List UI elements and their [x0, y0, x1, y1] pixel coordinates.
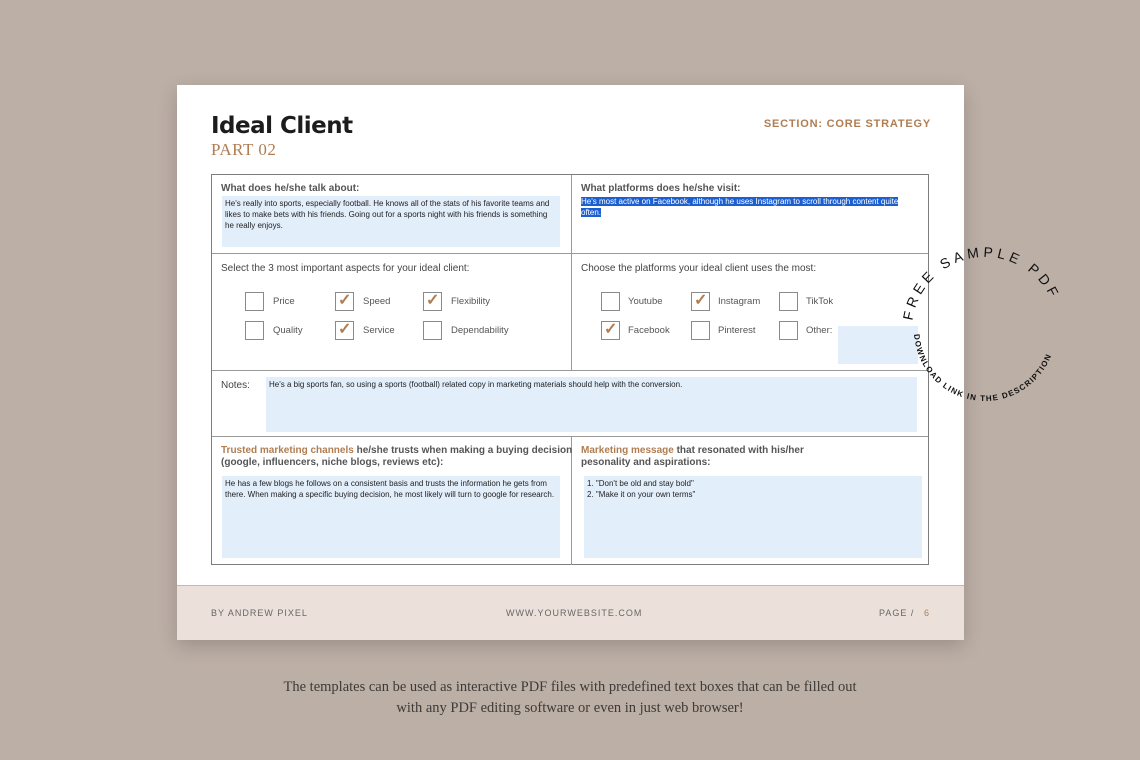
checkbox-label: Youtube: [628, 296, 663, 307]
platforms-use-label: Choose the platforms your ideal client uses the most:: [581, 263, 817, 274]
checkmark-icon: ✓: [338, 321, 352, 338]
caption-line: The templates can be used as interactive PDF files with predefined text boxes that can be filled out: [283, 679, 857, 695]
page-footer: [177, 585, 964, 640]
page-subtitle: PART 02: [211, 140, 277, 159]
checkbox-label: Price: [273, 296, 295, 307]
column-divider: [571, 175, 572, 371]
checkbox-label: Quality: [273, 325, 303, 336]
message-label: Marketing message that resonated with his/her pesonality and aspirations:: [581, 445, 804, 468]
stamp-bottom-text: DOWNLOAD LINK IN THE DESCRIPTION: [912, 333, 1054, 404]
channels-field[interactable]: He has a few blogs he follows on a consistent basis and trusts the information he gets from there. When making a specific buying decision, he most likely will turn to google for research.: [222, 476, 560, 558]
checkbox-label: Dependability: [451, 325, 509, 336]
form-grid: [211, 174, 929, 565]
platforms-visit-field[interactable]: [581, 196, 919, 247]
checkbox[interactable]: [601, 292, 620, 311]
row-divider: [212, 253, 928, 254]
checkbox[interactable]: [779, 292, 798, 311]
platforms-visit-label: What platforms does he/she visit:: [581, 183, 741, 194]
checkmark-icon: ✓: [426, 292, 440, 309]
row-divider: [212, 436, 928, 437]
checkbox-label: Speed: [363, 296, 391, 307]
page-title: Ideal Client: [211, 113, 353, 139]
checkbox[interactable]: [423, 292, 442, 311]
row-divider: [212, 370, 928, 371]
checkbox-label: Pinterest: [718, 325, 756, 336]
message-item: 1. "Don't be old and stay bold": [587, 479, 694, 488]
checkbox-label: Flexibility: [451, 296, 491, 307]
talk-label: What does he/she talk about:: [221, 183, 360, 194]
checkbox[interactable]: [335, 321, 354, 340]
talk-field[interactable]: He's really into sports, especially football. He knows all of the stats of his favorite teams and likes to make bets with his friends. Going out for a sports night with his friends is something he really enjoys.: [222, 196, 560, 247]
notes-field[interactable]: He's a big sports fan, so using a sports (football) related copy in marketing materials should help with the conversion.: [266, 377, 917, 432]
footer-author: BY ANDREW PIXEL: [211, 608, 308, 618]
message-field[interactable]: [584, 476, 922, 558]
checkbox[interactable]: [335, 292, 354, 311]
footer-page-label: PAGE /: [879, 608, 915, 618]
checkbox[interactable]: [779, 321, 798, 340]
checkbox[interactable]: [245, 321, 264, 340]
channels-label: Trusted marketing channels he/she trusts when making a buying decision (google, influencers, niche blogs, reviews etc):: [221, 445, 573, 468]
svg-text:DOWNLOAD LINK IN THE DESCRIPTI: [912, 334, 1053, 403]
stamp-top-text: FREE SAMPLE PDF: [899, 243, 1064, 322]
checkbox-label: Other:: [806, 325, 833, 336]
footer-page-number: 6: [924, 608, 931, 618]
checkbox[interactable]: [245, 292, 264, 311]
caption-line: with any PDF editing software or even in just web browser!: [396, 700, 744, 716]
checkbox[interactable]: [691, 321, 710, 340]
aspects-label: Select the 3 most important aspects for your ideal client:: [221, 263, 470, 274]
svg-text:FREE SAMPLE PDF: [900, 244, 1064, 322]
footer-website: WWW.YOURWEBSITE.COM: [506, 608, 643, 618]
checkbox[interactable]: [691, 292, 710, 311]
checkmark-icon: ✓: [338, 292, 352, 309]
checkbox[interactable]: [423, 321, 442, 340]
checkbox-label: TikTok: [806, 296, 834, 307]
section-label: SECTION: CORE STRATEGY: [763, 118, 931, 130]
free-sample-stamp: [890, 235, 1080, 425]
checkbox[interactable]: [601, 321, 620, 340]
notes-label: Notes:: [221, 380, 250, 391]
checkmark-icon: ✓: [604, 321, 618, 338]
selected-text: He's most active on Facebook, although he uses Instagram to scroll through content quite often.: [581, 197, 899, 217]
checkbox-label: Instagram: [718, 296, 761, 307]
checkbox-label: Facebook: [628, 325, 670, 336]
document-page: [177, 85, 964, 640]
message-item: 2. "Make it on your own terms": [587, 490, 696, 499]
checkbox-label: Service: [363, 325, 395, 336]
caption: [0, 677, 1140, 719]
checkmark-icon: ✓: [694, 292, 708, 309]
